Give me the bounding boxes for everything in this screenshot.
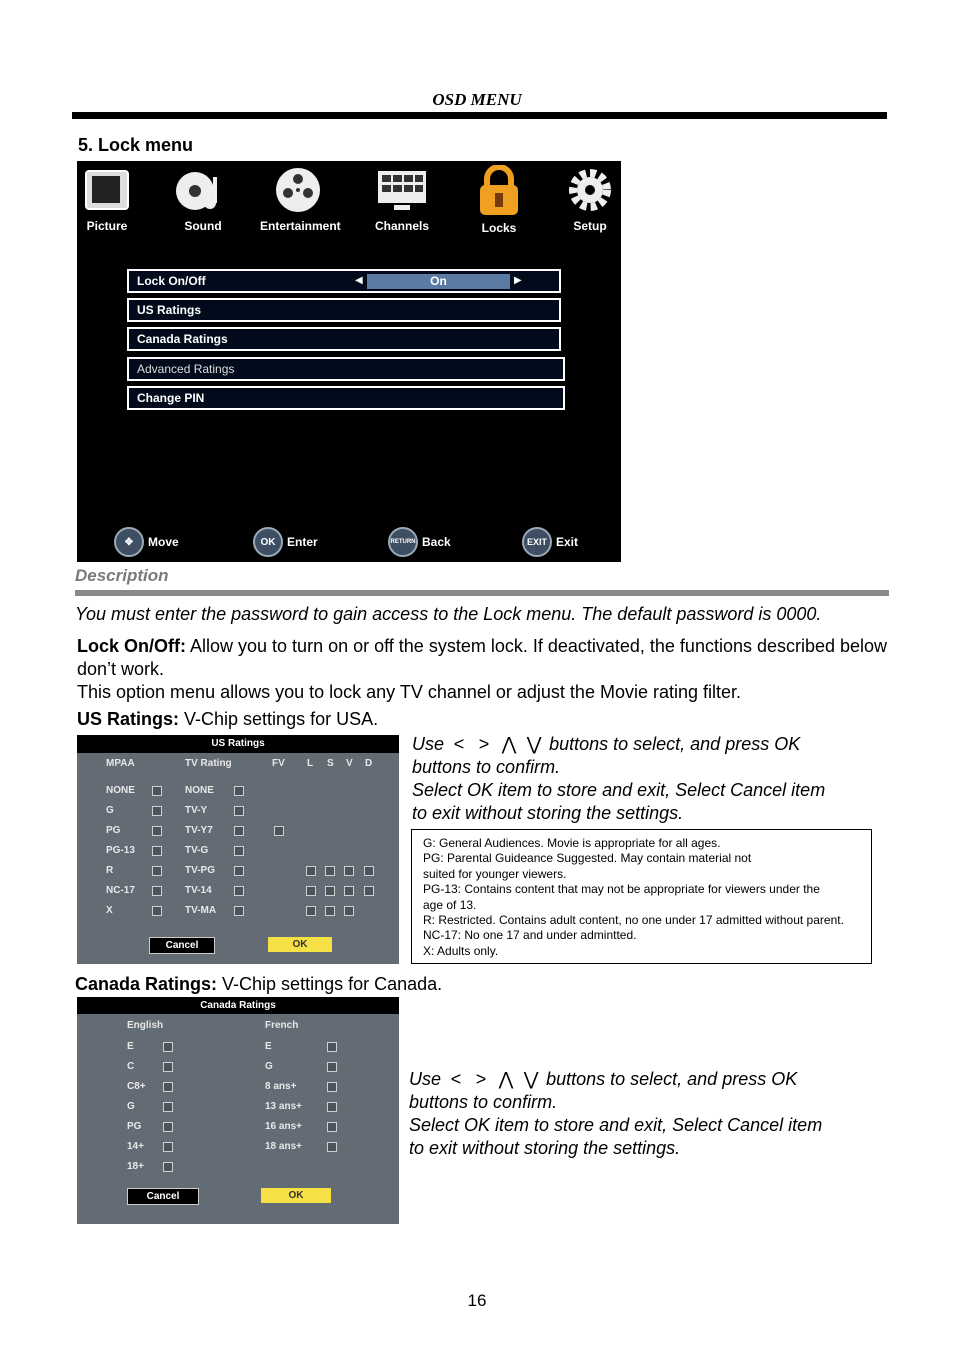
us-content-checkbox[interactable] [274, 826, 284, 836]
dpad-icon: ✥ [114, 527, 144, 557]
menu-entertainment[interactable]: Entertainment [260, 165, 340, 233]
ca-cancel-button[interactable]: Cancel [127, 1188, 199, 1205]
ca-french-checkbox[interactable] [327, 1082, 337, 1092]
us-tv-checkbox[interactable] [234, 846, 244, 856]
lock-value: On [367, 274, 510, 289]
us-mpaa-label: G [106, 805, 114, 816]
up-arrow-icon: ⋀ [501, 734, 517, 754]
ca-french-label: E [265, 1041, 272, 1052]
footer-back: RETURN Back [388, 527, 451, 557]
ca-english-label: G [127, 1101, 135, 1112]
us-ratings-heading: US Ratings: V-Chip settings for USA. [77, 709, 379, 729]
header-rule [72, 112, 887, 119]
right-arrow-icon: > [478, 734, 490, 754]
ca-english-label: E [127, 1041, 134, 1052]
ca-english-checkbox[interactable] [163, 1082, 173, 1092]
sound-icon [173, 165, 233, 215]
down-arrow-icon: ⋁ [526, 734, 542, 754]
ca-french-label: 8 ans+ [265, 1081, 297, 1092]
description-rule [75, 590, 889, 596]
us-content-checkbox[interactable] [344, 866, 354, 876]
right-arrow-icon: > [475, 1069, 487, 1089]
us-content-checkbox[interactable] [344, 906, 354, 916]
ca-english-label: 18+ [127, 1161, 144, 1172]
footer-move: ✥ Move [114, 527, 179, 557]
us-content-checkbox[interactable] [325, 906, 335, 916]
ok-icon: OK [253, 527, 283, 557]
channels-icon [372, 165, 432, 215]
ca-english-checkbox[interactable] [163, 1122, 173, 1132]
row-us-ratings[interactable]: US Ratings [127, 298, 561, 322]
us-tv-label: NONE [185, 785, 214, 796]
menu-channels[interactable]: Channels [362, 165, 442, 233]
us-mpaa-label: PG-13 [106, 845, 135, 856]
menu-setup[interactable]: Setup [550, 165, 621, 233]
footer-enter: OK Enter [253, 527, 318, 557]
us-cancel-button[interactable]: Cancel [149, 937, 215, 954]
ca-french-checkbox[interactable] [327, 1122, 337, 1132]
rating-legend: G: General Audiences. Movie is appropriate for all ages. PG: Parental Guideance Suggested. May contain material not suited for younger viewers. PG-13: Contains content that may not be appropriate for viewers under the age of 13. R: Restricted. Contains adult content, no one under 17 admitted without parent. NC-17: No one 17 and under admintted. X: Adults only. [411, 829, 872, 964]
ca-english-checkbox[interactable] [163, 1062, 173, 1072]
us-mpaa-label: R [106, 865, 114, 876]
intro-text: You must enter the password to gain access to the Lock menu. The default password is 0000. [75, 604, 822, 624]
us-tv-checkbox[interactable] [234, 866, 244, 876]
ca-french-label: 16 ans+ [265, 1121, 302, 1132]
lock-onoff-paragraph: Lock On/Off: Allow you to turn on or off the system lock. If deactivated, the functions described below don’t work. This option menu allows you to lock any TV channel or adjust the Movie rating filter. [77, 636, 888, 702]
us-mpaa-label: X [106, 905, 113, 916]
menu-sound[interactable]: Sound [163, 165, 243, 233]
us-content-checkbox[interactable] [364, 866, 374, 876]
left-arrow-icon: < [450, 1069, 462, 1089]
ca-french-checkbox[interactable] [327, 1042, 337, 1052]
us-ok-button[interactable]: OK [268, 937, 332, 952]
ca-english-checkbox[interactable] [163, 1162, 173, 1172]
page-number: 16 [467, 1291, 487, 1310]
ca-english-label: PG [127, 1121, 142, 1132]
us-mpaa-checkbox[interactable] [152, 886, 162, 896]
us-tv-label: TV-G [185, 845, 209, 856]
ca-english-label: C [127, 1061, 135, 1072]
ca-english-label: 14+ [127, 1141, 144, 1152]
us-content-checkbox[interactable] [306, 906, 316, 916]
us-mpaa-checkbox[interactable] [152, 826, 162, 836]
us-content-checkbox[interactable] [364, 886, 374, 896]
ca-english-checkbox[interactable] [163, 1042, 173, 1052]
us-instructions: Use < > ⋀ ⋁ buttons to select, and press OK buttons to confirm. Select OK item to store and exit, Select Cancel item to exit without storing the settings. [412, 734, 826, 823]
film-reel-icon [270, 165, 330, 215]
us-mpaa-label: NC-17 [106, 885, 135, 896]
arrow-right-icon[interactable]: ▶ [514, 275, 522, 286]
row-lock-on-off[interactable]: Lock On/Off ◀ On ▶ [127, 269, 561, 293]
us-mpaa-checkbox[interactable] [152, 866, 162, 876]
ca-english-checkbox[interactable] [163, 1102, 173, 1112]
ca-ok-button[interactable]: OK [261, 1188, 331, 1203]
up-arrow-icon: ⋀ [498, 1069, 514, 1089]
ca-french-label: 18 ans+ [265, 1141, 302, 1152]
us-mpaa-checkbox[interactable] [152, 786, 162, 796]
ca-french-label: G [265, 1061, 273, 1072]
gear-icon [560, 165, 620, 215]
us-content-checkbox[interactable] [325, 866, 335, 876]
us-tv-checkbox[interactable] [234, 806, 244, 816]
ca-french-checkbox[interactable] [327, 1142, 337, 1152]
canada-instructions: Use < > ⋀ ⋁ buttons to select, and press OK buttons to confirm. Select OK item to store and exit, Select Cancel item to exit without storing the settings. [409, 1069, 823, 1158]
us-content-checkbox[interactable] [306, 886, 316, 896]
menu-picture[interactable]: Picture [77, 165, 147, 233]
ca-english-label: C8+ [127, 1081, 146, 1092]
us-tv-checkbox[interactable] [234, 906, 244, 916]
left-arrow-icon: < [453, 734, 465, 754]
ca-english-checkbox[interactable] [163, 1142, 173, 1152]
down-arrow-icon: ⋁ [523, 1069, 539, 1089]
canada-ratings-heading: Canada Ratings: V-Chip settings for Canada. [75, 974, 443, 994]
us-content-checkbox[interactable] [306, 866, 316, 876]
ca-french-checkbox[interactable] [327, 1102, 337, 1112]
menu-locks[interactable]: Locks [459, 165, 539, 235]
us-mpaa-checkbox[interactable] [152, 846, 162, 856]
exit-icon: EXIT [522, 527, 552, 557]
us-mpaa-checkbox[interactable] [152, 806, 162, 816]
ca-french-checkbox[interactable] [327, 1062, 337, 1072]
us-mpaa-label: NONE [106, 785, 135, 796]
section-title: 5. Lock menu [78, 135, 194, 155]
us-tv-label: TV-MA [185, 905, 217, 916]
us-tv-label: TV-Y [185, 805, 208, 816]
us-ratings-panel: US Ratings MPAA TV Rating FV L S V D NONE NONE G TV-Y PG TV-Y7 PG-13 TV-G R TV-PG NC-17 TV-14 X TV-MA Cancel OK [77, 735, 399, 964]
us-content-checkbox[interactable] [325, 886, 335, 896]
footer-exit: EXIT Exit [522, 527, 578, 557]
us-tv-checkbox[interactable] [234, 786, 244, 796]
return-icon: RETURN [388, 527, 418, 557]
row-advanced-ratings[interactable]: Advanced Ratings [127, 357, 565, 381]
us-tv-checkbox[interactable] [234, 886, 244, 896]
us-content-checkbox[interactable] [344, 886, 354, 896]
row-canada-ratings[interactable]: Canada Ratings [127, 327, 561, 351]
description-label: Description [75, 566, 169, 585]
us-tv-label: TV-14 [185, 885, 212, 896]
us-tv-label: TV-Y7 [185, 825, 213, 836]
canada-ratings-panel: Canada Ratings English French E E C G C8+ 8 ans+ G 13 ans+ PG 16 ans+ 14+ 18 ans+ 18+ Cancel OK [77, 997, 399, 1224]
us-tv-label: TV-PG [185, 865, 216, 876]
us-mpaa-checkbox[interactable] [152, 906, 162, 916]
osd-lock-menu-screenshot [77, 161, 621, 562]
ca-french-label: 13 ans+ [265, 1101, 302, 1112]
us-mpaa-label: PG [106, 825, 121, 836]
arrow-left-icon[interactable]: ◀ [355, 275, 363, 286]
row-change-pin[interactable]: Change PIN [127, 386, 565, 410]
page-header: OSD MENU [432, 90, 522, 109]
us-tv-checkbox[interactable] [234, 826, 244, 836]
lock-icon [469, 165, 529, 217]
picture-icon [82, 165, 132, 215]
